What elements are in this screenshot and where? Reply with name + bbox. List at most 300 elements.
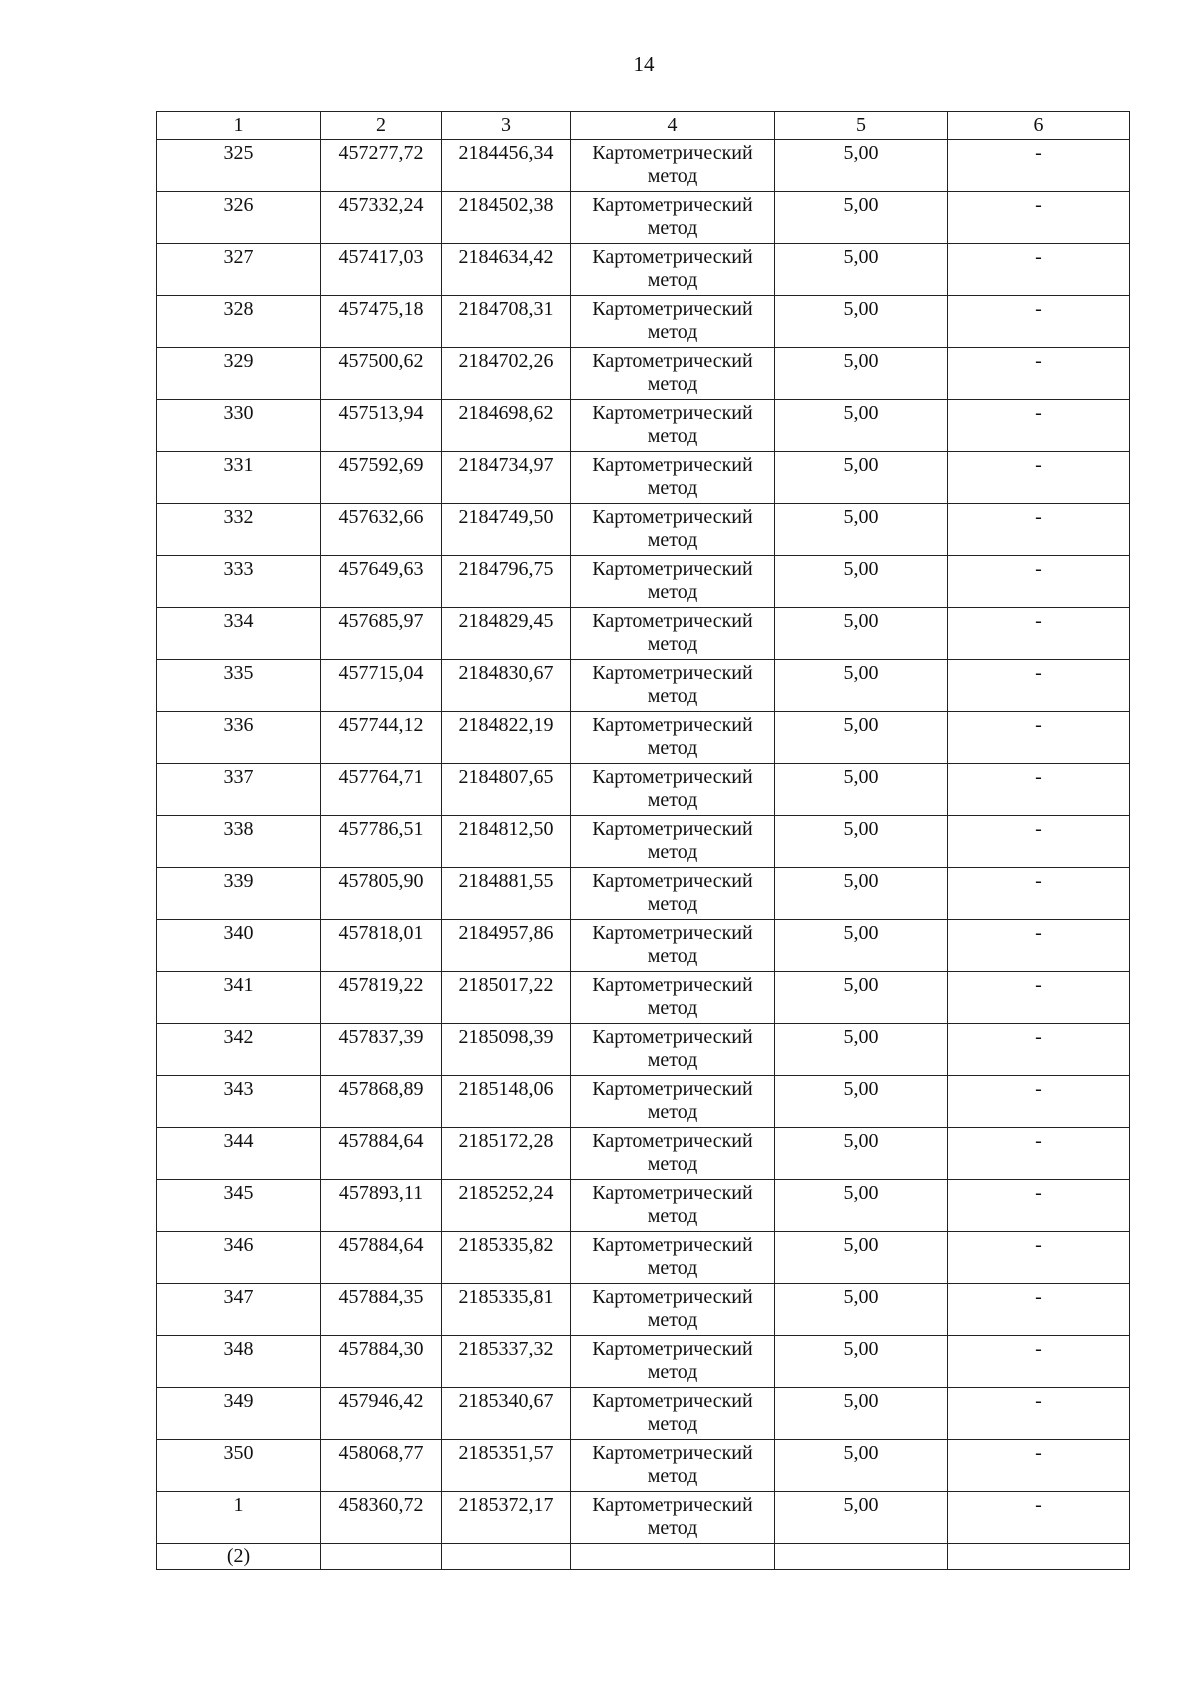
cell-note-text: - [1035,1390,1042,1412]
cell-x-coordinate [321,1388,442,1440]
cell-x-coordinate [321,140,442,192]
cell-method [571,660,775,712]
cell-point-number [157,556,321,608]
cell-y-coordinate [442,920,571,972]
cell-method-text: Картометрический метод [592,1286,753,1331]
cell-point-number [157,1128,321,1180]
cell-method-text: Картометрический метод [592,350,753,395]
cell-accuracy-text: 5,00 [843,870,879,892]
cell-y-coordinate-text: 2185148,06 [458,1078,554,1100]
cell-y-coordinate [442,504,571,556]
cell-y-coordinate-text: 2184634,42 [458,246,554,268]
cell-accuracy-text: 5,00 [843,142,879,164]
cell-x-coordinate-text: 457632,66 [338,506,424,528]
cell-accuracy-text: 5,00 [843,662,879,684]
cell-point-number-text: 338 [223,818,254,840]
cell-note [948,1284,1130,1336]
cell-accuracy-text: 5,00 [843,1390,879,1412]
cell-note-text: - [1035,714,1042,736]
header-col-5: 5 [775,112,948,140]
cell-point-number-text: 332 [223,506,254,528]
cell-point-number [157,296,321,348]
cell-note-text: - [1035,1130,1042,1152]
cell-x-coordinate [321,1232,442,1284]
cell-y-coordinate [442,556,571,608]
cell-y-coordinate [442,348,571,400]
cell-accuracy-text: 5,00 [843,1494,879,1516]
cell-note [948,660,1130,712]
cell-point-number [157,400,321,452]
cell-method [571,1024,775,1076]
cell-point-number-text: 348 [223,1338,254,1360]
cell-point-number-text: 326 [223,194,254,216]
cell-accuracy [775,244,948,296]
cell-accuracy [775,452,948,504]
cell-y-coordinate [442,1076,571,1128]
cell-y-coordinate [442,1128,571,1180]
cell-accuracy-text: 5,00 [843,1338,879,1360]
cell-point-number [157,972,321,1024]
cell-x-coordinate [321,920,442,972]
cell-note-text: - [1035,506,1042,528]
cell-accuracy [775,400,948,452]
cell-point-number-text: 343 [223,1078,254,1100]
cell-point-number-text: 328 [223,298,254,320]
cell-method [571,556,775,608]
cell-x-coordinate-text: 457332,24 [338,194,424,216]
cell-point-number [157,244,321,296]
cell-method [571,712,775,764]
cell-point-number-text: 331 [223,454,254,476]
cell-method-text: Картометрический метод [592,610,753,655]
cell-method [571,1336,775,1388]
cell-method-text: Картометрический метод [592,402,753,447]
cell-x-coordinate [321,348,442,400]
cell-x-coordinate-text: 457277,72 [338,142,424,164]
cell-y-coordinate-text: 2185335,81 [458,1286,554,1308]
cell-method-text: Картометрический метод [592,870,753,915]
cell-accuracy [775,1284,948,1336]
cell-point-number-text: 349 [223,1390,254,1412]
cell-x-coordinate [321,1180,442,1232]
cell-method [571,192,775,244]
cell-note-text: - [1035,194,1042,216]
cell-method [571,296,775,348]
cell-accuracy [775,816,948,868]
cell-accuracy [775,1440,948,1492]
cell-accuracy-text: 5,00 [843,1182,879,1204]
cell-y-coordinate [442,1336,571,1388]
cell-x-coordinate-text: 457786,51 [338,818,424,840]
cell-accuracy-text: 5,00 [843,610,879,632]
cell-y-coordinate [442,1388,571,1440]
cell-y-coordinate-text: 2184829,45 [458,610,554,632]
cell-point-number-text: 334 [223,610,254,632]
table-header [157,112,1130,140]
cell-point-number [157,1232,321,1284]
cell-point-number-text: 337 [223,766,254,788]
cell-point-number [157,1440,321,1492]
cell-method-text: Картометрический метод [592,714,753,759]
cell-point-number [157,1180,321,1232]
cell-accuracy-text: 5,00 [843,1026,879,1048]
coordinates-table [156,111,1130,1570]
cell-note [948,140,1130,192]
cell-accuracy-text: 5,00 [843,506,879,528]
cell-note-text: - [1035,558,1042,580]
cell-method [571,1388,775,1440]
cell-accuracy-text: 5,00 [843,298,879,320]
cell-point-number [157,816,321,868]
cell-method-text: Картометрический метод [592,766,753,811]
cell-point-number [157,712,321,764]
header-col-2: 2 [321,112,442,140]
table-row [157,348,1130,400]
cell-y-coordinate-text: 2184749,50 [458,506,554,528]
cell-y-coordinate [442,140,571,192]
table-row [157,816,1130,868]
cell-point-number [157,1492,321,1544]
cell-point-number [157,1388,321,1440]
cell-x-coordinate [321,660,442,712]
cell-y-coordinate [442,1232,571,1284]
cell-y-coordinate [442,660,571,712]
cell-point-number-text: 325 [223,142,254,164]
cell-method [571,972,775,1024]
cell-method [571,400,775,452]
cell-method [571,1284,775,1336]
cell-x-coordinate-text: 457764,71 [338,766,424,788]
cell-note-text: - [1035,350,1042,372]
cell-method-text: Картометрический метод [592,142,753,187]
table-row [157,868,1130,920]
cell-note-text: - [1035,1286,1042,1308]
cell-method-text: Картометрический метод [592,558,753,603]
table-row [157,244,1130,296]
cell-x-coordinate-text: 457649,63 [338,558,424,580]
final-row-cell-4 [571,1544,775,1570]
cell-y-coordinate [442,1284,571,1336]
cell-note [948,192,1130,244]
cell-accuracy [775,1388,948,1440]
table-row [157,660,1130,712]
cell-x-coordinate [321,1024,442,1076]
cell-method [571,1440,775,1492]
cell-note [948,712,1130,764]
cell-accuracy [775,608,948,660]
cell-note [948,608,1130,660]
cell-x-coordinate [321,1440,442,1492]
cell-x-coordinate-text: 457513,94 [338,402,424,424]
cell-y-coordinate-text: 2184456,34 [458,142,554,164]
cell-x-coordinate-text: 457685,97 [338,610,424,632]
cell-note [948,1128,1130,1180]
header-col-6: 6 [948,112,1130,140]
cell-x-coordinate-text: 457819,22 [338,974,424,996]
cell-note [948,556,1130,608]
cell-x-coordinate-text: 457744,12 [338,714,424,736]
table-row [157,192,1130,244]
cell-x-coordinate [321,972,442,1024]
cell-accuracy-text: 5,00 [843,194,879,216]
cell-method [571,764,775,816]
cell-note-text: - [1035,1442,1042,1464]
cell-accuracy [775,192,948,244]
cell-x-coordinate-text: 457893,11 [338,1182,424,1204]
cell-x-coordinate-text: 458360,72 [338,1494,424,1516]
cell-accuracy-text: 5,00 [843,1442,879,1464]
header-row [157,112,1130,140]
final-row-cell-6 [948,1544,1130,1570]
cell-point-number-text: 345 [223,1182,254,1204]
cell-note-text: - [1035,1026,1042,1048]
cell-y-coordinate [442,816,571,868]
cell-y-coordinate [442,1180,571,1232]
cell-accuracy-text: 5,00 [843,350,879,372]
cell-y-coordinate-text: 2184502,38 [458,194,554,216]
table-row [157,1388,1130,1440]
cell-x-coordinate-text: 457592,69 [338,454,424,476]
cell-y-coordinate-text: 2184796,75 [458,558,554,580]
cell-point-number-text: 340 [223,922,254,944]
cell-note-text: - [1035,246,1042,268]
cell-y-coordinate-text: 2184881,55 [458,870,554,892]
cell-accuracy [775,348,948,400]
cell-point-number [157,764,321,816]
cell-note-text: - [1035,1234,1042,1256]
cell-x-coordinate-text: 457417,03 [338,246,424,268]
cell-y-coordinate [442,608,571,660]
cell-y-coordinate [442,244,571,296]
cell-method [571,920,775,972]
cell-point-number [157,452,321,504]
cell-point-number-text: 329 [223,350,254,372]
cell-point-number-text: 327 [223,246,254,268]
cell-note-text: - [1035,1338,1042,1360]
cell-y-coordinate-text: 2185337,32 [458,1338,554,1360]
cell-y-coordinate [442,296,571,348]
cell-point-number-text: 335 [223,662,254,684]
cell-y-coordinate-text: 2184702,26 [458,350,554,372]
cell-y-coordinate-text: 2184830,67 [458,662,554,684]
cell-note [948,504,1130,556]
cell-y-coordinate-text: 2185172,28 [458,1130,554,1152]
page-number: 14 [633,52,655,76]
cell-note-text: - [1035,922,1042,944]
cell-note-text: - [1035,142,1042,164]
table-row [157,712,1130,764]
cell-method [571,140,775,192]
cell-y-coordinate-text: 2185098,39 [458,1026,554,1048]
cell-y-coordinate [442,1492,571,1544]
cell-x-coordinate [321,400,442,452]
table-row [157,1284,1130,1336]
cell-y-coordinate-text: 2185351,57 [458,1442,554,1464]
cell-method-text: Картометрический метод [592,1494,753,1539]
cell-y-coordinate-text: 2185340,67 [458,1390,554,1412]
cell-accuracy-text: 5,00 [843,818,879,840]
cell-note [948,1076,1130,1128]
cell-accuracy-text: 5,00 [843,246,879,268]
cell-x-coordinate [321,556,442,608]
cell-accuracy [775,1024,948,1076]
cell-note [948,1388,1130,1440]
cell-y-coordinate-text: 2184822,19 [458,714,554,736]
cell-method-text: Картометрический метод [592,506,753,551]
cell-note [948,764,1130,816]
cell-y-coordinate [442,972,571,1024]
cell-method [571,244,775,296]
cell-point-number [157,1024,321,1076]
cell-point-number [157,140,321,192]
cell-accuracy [775,556,948,608]
cell-x-coordinate-text: 457805,90 [338,870,424,892]
cell-note [948,348,1130,400]
cell-accuracy [775,972,948,1024]
cell-point-number [157,1336,321,1388]
cell-y-coordinate [442,1024,571,1076]
cell-point-number-text: 1 [233,1494,244,1516]
cell-accuracy [775,504,948,556]
cell-x-coordinate [321,192,442,244]
cell-method-text: Картометрический метод [592,194,753,239]
table-row [157,504,1130,556]
cell-accuracy [775,764,948,816]
final-row-cell-3 [442,1544,571,1570]
cell-note-text: - [1035,662,1042,684]
cell-method-text: Картометрический метод [592,1182,753,1227]
cell-point-number [157,1076,321,1128]
table-row [157,1076,1130,1128]
cell-x-coordinate-text: 457884,30 [338,1338,424,1360]
cell-accuracy [775,712,948,764]
cell-accuracy [775,868,948,920]
table-row [157,1232,1130,1284]
cell-x-coordinate [321,244,442,296]
final-row-cell-5 [775,1544,948,1570]
cell-point-number [157,504,321,556]
table-row [157,1128,1130,1180]
cell-note [948,452,1130,504]
cell-x-coordinate [321,1336,442,1388]
cell-method-text: Картометрический метод [592,298,753,343]
cell-y-coordinate-text: 2185372,17 [458,1494,554,1516]
cell-note [948,1024,1130,1076]
table-row [157,1024,1130,1076]
cell-x-coordinate [321,764,442,816]
cell-note [948,868,1130,920]
table-row [157,296,1130,348]
cell-accuracy [775,1180,948,1232]
cell-method [571,868,775,920]
cell-method-text: Картометрический метод [592,974,753,1019]
cell-y-coordinate [442,192,571,244]
cell-point-number-text: 342 [223,1026,254,1048]
cell-x-coordinate-text: 457884,35 [338,1286,424,1308]
cell-note-text: - [1035,818,1042,840]
cell-point-number-text: 339 [223,870,254,892]
table-row [157,920,1130,972]
cell-x-coordinate-text: 457715,04 [338,662,424,684]
table-row [157,1180,1130,1232]
cell-point-number-text: 344 [223,1130,254,1152]
final-row-cell-2 [321,1544,442,1570]
cell-method-text: Картометрический метод [592,1026,753,1071]
table-row [157,400,1130,452]
cell-x-coordinate-text: 457475,18 [338,298,424,320]
cell-note [948,972,1130,1024]
cell-x-coordinate-text: 457500,62 [338,350,424,372]
cell-method-text: Картометрический метод [592,1442,753,1487]
cell-x-coordinate [321,1492,442,1544]
cell-accuracy-text: 5,00 [843,1286,879,1308]
cell-accuracy-text: 5,00 [843,558,879,580]
cell-x-coordinate-text: 457868,89 [338,1078,424,1100]
cell-method-text: Картометрический метод [592,1130,753,1175]
cell-note [948,1492,1130,1544]
table-row [157,1336,1130,1388]
cell-method [571,348,775,400]
cell-y-coordinate-text: 2184812,50 [458,818,554,840]
cell-x-coordinate [321,296,442,348]
cell-note [948,920,1130,972]
cell-y-coordinate-text: 2184957,86 [458,922,554,944]
cell-x-coordinate [321,816,442,868]
table-row [157,140,1130,192]
cell-accuracy [775,1128,948,1180]
cell-method [571,1180,775,1232]
table-body [157,140,1130,1570]
cell-x-coordinate [321,1076,442,1128]
cell-note-text: - [1035,610,1042,632]
final-row-label: (2) [157,1544,321,1570]
cell-accuracy-text: 5,00 [843,1078,879,1100]
cell-y-coordinate-text: 2185017,22 [458,974,554,996]
cell-accuracy-text: 5,00 [843,1130,879,1152]
cell-method-text: Картометрический метод [592,818,753,863]
cell-method-text: Картометрический метод [592,454,753,499]
cell-accuracy-text: 5,00 [843,454,879,476]
cell-point-number-text: 346 [223,1234,254,1256]
cell-y-coordinate [442,764,571,816]
cell-note [948,400,1130,452]
cell-accuracy [775,660,948,712]
cell-y-coordinate-text: 2184698,62 [458,402,554,424]
cell-point-number [157,660,321,712]
cell-note [948,1232,1130,1284]
cell-y-coordinate [442,1440,571,1492]
cell-note [948,1180,1130,1232]
cell-note [948,1336,1130,1388]
table-row [157,764,1130,816]
cell-y-coordinate [442,868,571,920]
cell-point-number-text: 333 [223,558,254,580]
cell-point-number-text: 336 [223,714,254,736]
cell-method-text: Картометрический метод [592,1078,753,1123]
cell-method-text: Картометрический метод [592,246,753,291]
cell-note [948,816,1130,868]
cell-accuracy [775,1492,948,1544]
table-row [157,972,1130,1024]
cell-y-coordinate [442,712,571,764]
cell-accuracy [775,1076,948,1128]
cell-method [571,816,775,868]
table-row-final [157,1544,1130,1570]
table-row [157,1440,1130,1492]
cell-y-coordinate [442,452,571,504]
cell-x-coordinate-text: 457837,39 [338,1026,424,1048]
cell-point-number-text: 350 [223,1442,254,1464]
